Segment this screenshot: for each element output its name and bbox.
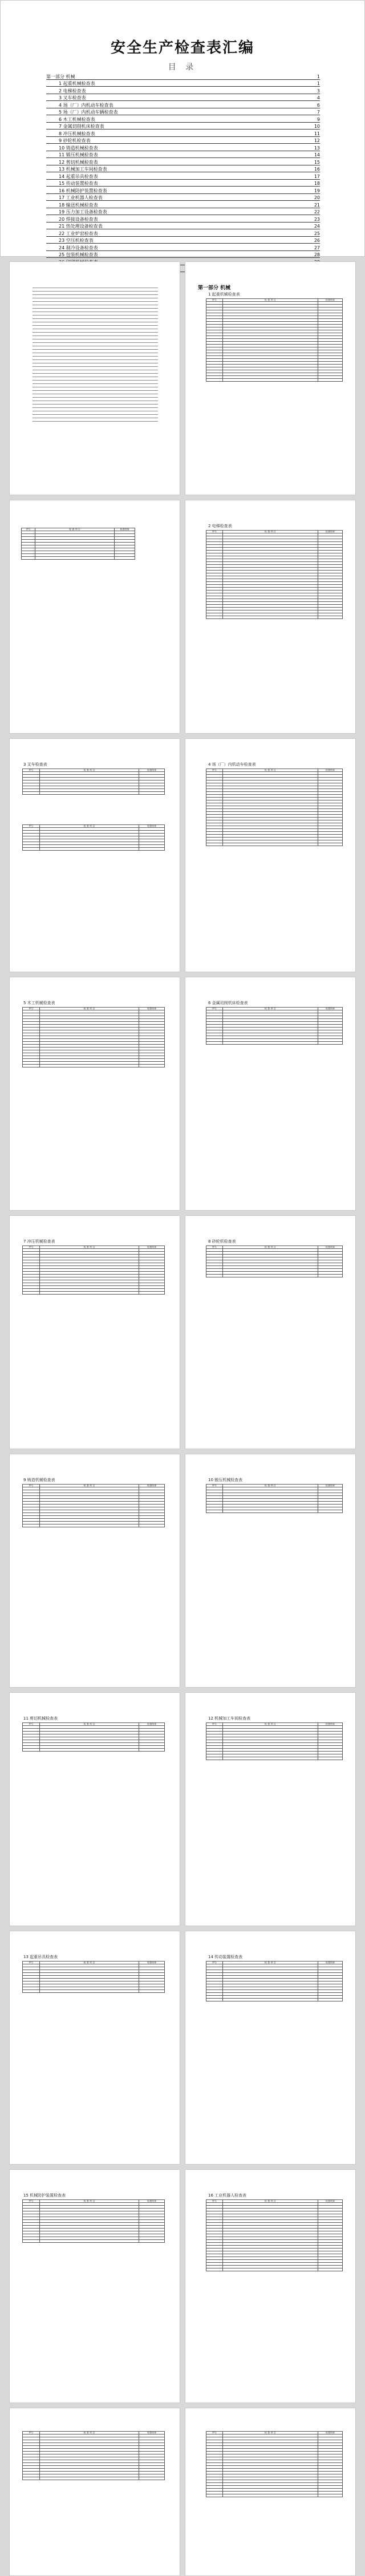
column-header: 检 查 项 目 bbox=[39, 825, 139, 828]
page-10-right bbox=[185, 2169, 356, 2403]
toc-entry-label: 11 锻压机械检查表 bbox=[59, 152, 98, 157]
table-cell bbox=[139, 2477, 165, 2480]
table-cell bbox=[222, 1510, 318, 1513]
table-cell bbox=[23, 1065, 40, 1067]
toc-entry-label: 25 包装机械检查表 bbox=[59, 252, 98, 257]
toc-entry[interactable] bbox=[46, 172, 320, 180]
page-3-right bbox=[185, 500, 356, 734]
toc-entry-page: 27 bbox=[314, 245, 320, 250]
column-header: 序号 bbox=[206, 1246, 223, 1249]
table-cell bbox=[139, 792, 165, 795]
column-header: 序号 bbox=[23, 769, 40, 772]
column-header: 检查结果 bbox=[139, 2432, 165, 2435]
toc-entry[interactable] bbox=[46, 123, 320, 130]
table-cell bbox=[318, 616, 342, 619]
column-header: 序号 bbox=[23, 1723, 40, 1726]
toc-entry-page: 16 bbox=[314, 167, 320, 172]
table-cell bbox=[318, 843, 342, 846]
checklist-table bbox=[206, 1722, 343, 1760]
toc-entry-label: 2 电梯检查表 bbox=[59, 88, 86, 94]
table-cell bbox=[39, 1990, 139, 1993]
table-cell bbox=[39, 2477, 139, 2480]
toc-entry-label: 23 空压机检查表 bbox=[59, 238, 94, 243]
toc-entry-label: 13 机械加工车间检查表 bbox=[59, 167, 107, 172]
table-cell bbox=[318, 2494, 342, 2497]
toc-entry-label: 24 制冷设备检查表 bbox=[59, 245, 98, 250]
cover-page bbox=[0, 0, 365, 257]
checklist-table bbox=[22, 1007, 165, 1067]
toc-entry-label: 22 工业炉窑检查表 bbox=[59, 230, 98, 236]
toc-entry-page: 28 bbox=[314, 252, 320, 257]
column-header: 序号 bbox=[206, 1008, 223, 1010]
table-cell bbox=[23, 1524, 40, 1527]
column-header: 检 查 项 目 bbox=[222, 1962, 318, 1964]
toc-entry-label: 6 木工机械检查表 bbox=[59, 116, 95, 122]
column-header: 检 查 项 目 bbox=[222, 1723, 318, 1726]
toc-entry-page: 3 bbox=[317, 88, 320, 94]
page-7-left bbox=[9, 1454, 180, 1688]
column-header: 序号 bbox=[206, 2432, 223, 2435]
toc-entry[interactable] bbox=[46, 251, 320, 258]
table-cell bbox=[222, 2268, 318, 2271]
toc-entry-page: 6 bbox=[317, 102, 320, 108]
column-header: 检查结果 bbox=[139, 1246, 165, 1249]
toc-entry[interactable] bbox=[46, 223, 320, 230]
toc-entry-label: 第一部分 机械 bbox=[46, 74, 75, 79]
column-header: 检查结果 bbox=[318, 2432, 342, 2435]
table-title: 5 木工机械检查表 bbox=[23, 1001, 55, 1005]
column-header: 序号 bbox=[206, 769, 223, 772]
column-header: 检 查 项 目 bbox=[39, 2432, 139, 2435]
column-header: 检查结果 bbox=[139, 2200, 165, 2203]
page-3-left bbox=[9, 500, 180, 734]
toc-entry-page: 14 bbox=[314, 152, 320, 157]
toc-entry[interactable] bbox=[46, 158, 320, 165]
toc-entry-page: 18 bbox=[314, 181, 320, 186]
page-4-right bbox=[185, 738, 356, 972]
page-9-right bbox=[185, 1931, 356, 2165]
toc-entry-label: 19 压力加工设备检查表 bbox=[59, 209, 107, 215]
toc-entry-label: 14 起重吊具检查表 bbox=[59, 173, 98, 179]
toc-entry[interactable] bbox=[46, 237, 320, 244]
checklist-table bbox=[206, 769, 343, 846]
checklist-table bbox=[206, 2431, 343, 2497]
column-header: 检查结果 bbox=[139, 1962, 165, 1964]
table-cell bbox=[39, 848, 139, 851]
column-header: 检 查 项 目 bbox=[39, 1962, 139, 1964]
toc-entry[interactable] bbox=[46, 72, 320, 80]
page-8-left bbox=[9, 1692, 180, 1926]
column-header: 检查结果 bbox=[139, 769, 165, 772]
toc-continued-page bbox=[9, 261, 180, 495]
toc-entry-label: 21 热处理设备检查表 bbox=[59, 224, 103, 229]
table-cell bbox=[222, 1042, 318, 1045]
toc-entry-label: 18 输送机械检查表 bbox=[59, 202, 98, 208]
column-header: 检 查 项 目 bbox=[39, 1008, 139, 1010]
table-cell bbox=[23, 1990, 40, 1993]
toc-entry-page: 24 bbox=[314, 224, 320, 229]
table-cell bbox=[318, 1999, 342, 2001]
table-row bbox=[206, 379, 343, 382]
page-section-1 bbox=[185, 261, 356, 495]
table-cell bbox=[35, 557, 114, 560]
table-row bbox=[206, 843, 343, 846]
table-row bbox=[23, 2240, 165, 2243]
column-header: 序号 bbox=[206, 531, 223, 533]
table-row bbox=[206, 1757, 343, 1760]
table-cell bbox=[39, 2240, 139, 2243]
page-4-left bbox=[9, 738, 180, 972]
toc-entry[interactable] bbox=[46, 180, 320, 187]
column-header: 序号 bbox=[23, 1008, 40, 1010]
column-header: 序号 bbox=[23, 1962, 40, 1964]
table-title: 10 锻压机械检查表 bbox=[208, 1478, 243, 1482]
toc-entry[interactable] bbox=[46, 165, 320, 173]
column-header: 检 查 项 目 bbox=[39, 2200, 139, 2203]
toc-entry[interactable] bbox=[46, 137, 320, 144]
table-title: 7 冲压机械检查表 bbox=[23, 1239, 55, 1244]
page-8-right bbox=[185, 1692, 356, 1926]
column-header: 检查结果 bbox=[139, 1485, 165, 1487]
toc-entry-page: 13 bbox=[314, 145, 320, 151]
toc-entry-label: 17 工业机器人检查表 bbox=[59, 195, 103, 200]
toc-entry[interactable] bbox=[46, 215, 320, 223]
page-9-left bbox=[9, 1931, 180, 2165]
checklist-table bbox=[22, 1245, 165, 1295]
toc-entry[interactable] bbox=[46, 151, 320, 159]
table-cell bbox=[22, 557, 35, 560]
table-row bbox=[23, 1524, 165, 1527]
table-row bbox=[23, 792, 165, 795]
toc-entry[interactable] bbox=[46, 108, 320, 116]
table-row bbox=[206, 616, 343, 619]
toc-entry-page: 7 bbox=[317, 110, 320, 115]
table-cell bbox=[139, 1990, 165, 1993]
column-header: 检查结果 bbox=[318, 531, 342, 533]
table-cell bbox=[115, 557, 135, 560]
table-cell bbox=[23, 2240, 40, 2243]
column-header: 检查结果 bbox=[139, 1008, 165, 1010]
toc-line bbox=[33, 418, 158, 422]
table-row bbox=[206, 2268, 343, 2271]
column-header: 检查结果 bbox=[318, 1723, 342, 1726]
toc-entry-label: 12 剪切机械检查表 bbox=[59, 159, 98, 165]
table-cell bbox=[206, 1999, 223, 2001]
column-header: 检 查 项 目 bbox=[222, 2200, 318, 2203]
table-cell bbox=[206, 1757, 223, 1760]
table-cell bbox=[206, 1042, 223, 1045]
column-header: 检查结果 bbox=[318, 299, 342, 302]
table-cell bbox=[139, 1749, 165, 1752]
table-row bbox=[23, 2477, 165, 2480]
toc-entry-page: 4 bbox=[317, 95, 320, 100]
page-7-right bbox=[185, 1454, 356, 1688]
toc-entry-page: 17 bbox=[314, 173, 320, 179]
checklist-table bbox=[22, 824, 165, 851]
column-header: 序号 bbox=[206, 1962, 223, 1964]
checklist-table bbox=[206, 1484, 343, 1513]
toc-entry-page: 19 bbox=[314, 188, 320, 193]
checklist-table bbox=[22, 1484, 165, 1527]
page-10-left bbox=[9, 2169, 180, 2403]
table-cell bbox=[23, 848, 40, 851]
table-cell bbox=[23, 1749, 40, 1752]
checklist-table bbox=[21, 528, 135, 560]
table-cell bbox=[139, 1292, 165, 1295]
toc-entry-label: 3 叉车检查表 bbox=[59, 95, 86, 100]
toc-entry-label: 7 金属切削机床检查表 bbox=[59, 124, 104, 129]
checklist-table bbox=[206, 1007, 343, 1045]
table-cell bbox=[222, 2494, 318, 2497]
table-cell bbox=[139, 2240, 165, 2243]
toc-entry-page: 26 bbox=[314, 238, 320, 243]
checklist-table bbox=[22, 1722, 165, 1752]
column-header: 序号 bbox=[23, 2432, 40, 2435]
table-cell bbox=[39, 1749, 139, 1752]
page-6-left bbox=[9, 1215, 180, 1449]
toc-entry[interactable] bbox=[46, 208, 320, 216]
table-cell bbox=[206, 2494, 223, 2497]
table-row bbox=[23, 1065, 165, 1067]
column-header: 检查结果 bbox=[318, 2200, 342, 2203]
column-header: 序号 bbox=[206, 1485, 223, 1487]
toc-entry-page: 1 bbox=[317, 81, 320, 86]
table-cell bbox=[222, 1757, 318, 1760]
table-title: 11 剪切机械检查表 bbox=[23, 1716, 58, 1721]
table-title: 1 起重机械检查表 bbox=[208, 292, 240, 297]
checklist-table bbox=[22, 2431, 165, 2480]
toc-entry[interactable] bbox=[46, 201, 320, 208]
toc-entry-page: 21 bbox=[314, 202, 320, 208]
toc-entry-label: 10 铸造机械检查表 bbox=[59, 145, 98, 151]
table-cell bbox=[206, 379, 223, 382]
column-header: 序号 bbox=[23, 1485, 40, 1487]
column-header: 检 查 项 目 bbox=[222, 2432, 318, 2435]
checklist-table bbox=[206, 1245, 343, 1277]
table-row bbox=[206, 1042, 343, 1045]
toc-entry-page: 1 bbox=[317, 74, 320, 79]
column-header: 序号 bbox=[22, 528, 35, 531]
toc-entry-page: 22 bbox=[314, 209, 320, 215]
toc-entry[interactable] bbox=[46, 244, 320, 251]
column-header: 序号 bbox=[23, 2200, 40, 2203]
table-cell bbox=[222, 616, 318, 619]
column-header: 序号 bbox=[206, 2200, 223, 2203]
column-header: 检查结果 bbox=[139, 825, 165, 828]
checklist-table bbox=[22, 769, 165, 795]
checklist-table bbox=[22, 2199, 165, 2243]
column-header: 检查结果 bbox=[318, 769, 342, 772]
column-header: 序号 bbox=[23, 1246, 40, 1249]
table-title: 4 场（厂）内机动车检查表 bbox=[208, 762, 256, 767]
page-11-right bbox=[185, 2408, 356, 2576]
column-header: 检 查 项 目 bbox=[39, 769, 139, 772]
table-cell bbox=[23, 2477, 40, 2480]
table-cell bbox=[206, 843, 223, 846]
table-title: 3 叉车检查表 bbox=[23, 762, 47, 767]
column-header: 检 查 项 目 bbox=[222, 531, 318, 533]
table-row bbox=[206, 1275, 343, 1277]
table-row bbox=[22, 557, 135, 560]
table-title: 16 工业机器人检查表 bbox=[208, 2193, 247, 2198]
table-title: 9 铸造机械检查表 bbox=[23, 1478, 55, 1482]
column-header: 检 查 项 目 bbox=[222, 1008, 318, 1010]
toc-entry-page: 25 bbox=[314, 230, 320, 236]
table-cell bbox=[222, 1275, 318, 1277]
toc-entry-label: 4 场（厂）内机动车检查表 bbox=[59, 102, 113, 108]
table-row bbox=[206, 1510, 343, 1513]
page-11-left bbox=[9, 2408, 180, 2576]
table-cell bbox=[39, 1292, 139, 1295]
table-cell bbox=[23, 792, 40, 795]
toc-entry-label: 20 焊接设备检查表 bbox=[59, 216, 98, 222]
toc-heading: 目 录 bbox=[168, 63, 197, 72]
table-cell bbox=[222, 843, 318, 846]
page-5-right bbox=[185, 977, 356, 1211]
table-title: 15 机械防护装置检查表 bbox=[23, 2193, 66, 2198]
toc-entry-page: 9 bbox=[317, 116, 320, 122]
table-cell bbox=[139, 848, 165, 851]
checklist-table bbox=[206, 530, 343, 619]
toc-continued-list bbox=[33, 285, 158, 422]
toc-entry-page: 23 bbox=[314, 216, 320, 222]
table-cell bbox=[318, 2268, 342, 2271]
column-header: 检 查 项 目 bbox=[222, 1485, 318, 1487]
column-header: 检查结果 bbox=[115, 528, 135, 531]
toc-entry[interactable] bbox=[46, 194, 320, 201]
table-title: 12 机械加工车间检查表 bbox=[208, 1716, 251, 1721]
table-cell bbox=[139, 1524, 165, 1527]
checklist-table bbox=[22, 1961, 165, 1993]
toc-entry[interactable] bbox=[46, 130, 320, 137]
table-cell bbox=[23, 1292, 40, 1295]
toc-entry-label: 16 机械防护装置检查表 bbox=[59, 188, 107, 193]
table-title: 6 金属切削机床检查表 bbox=[208, 1001, 248, 1005]
table-cell bbox=[139, 1065, 165, 1067]
page-5-left bbox=[9, 977, 180, 1211]
toc-entry[interactable] bbox=[46, 94, 320, 102]
toc-entry-label: 5 场（厂）内机动车辆检查表 bbox=[59, 110, 118, 115]
checklist-table bbox=[206, 298, 343, 382]
toc-entry-page: 20 bbox=[314, 195, 320, 200]
toc-entry-label: 9 砂轮机检查表 bbox=[59, 138, 91, 143]
table-of-contents bbox=[46, 72, 320, 272]
table-cell bbox=[318, 1510, 342, 1513]
table-title: 13 起重吊具检查表 bbox=[23, 1955, 58, 1959]
table-cell bbox=[318, 1275, 342, 1277]
toc-entry-page: 11 bbox=[314, 131, 320, 136]
checklist-table bbox=[206, 2199, 343, 2271]
toc-entry-label: 15 传动装置检查表 bbox=[59, 181, 98, 186]
column-header: 检 查 项 目 bbox=[222, 1246, 318, 1249]
column-header: 检 查 项 目 bbox=[39, 1485, 139, 1487]
toc-entry[interactable] bbox=[46, 144, 320, 151]
table-cell bbox=[318, 1757, 342, 1760]
column-header: 检 查 项 目 bbox=[222, 299, 318, 302]
table-row bbox=[23, 1749, 165, 1752]
column-header: 检查结果 bbox=[318, 1485, 342, 1487]
column-header: 检查结果 bbox=[318, 1008, 342, 1010]
checklist-table bbox=[206, 1961, 343, 2001]
table-cell bbox=[206, 2268, 223, 2271]
table-cell bbox=[222, 379, 318, 382]
table-row bbox=[23, 1990, 165, 1993]
column-header: 检查结果 bbox=[139, 1723, 165, 1726]
column-header: 检 查 项 目 bbox=[39, 1246, 139, 1249]
toc-entry-label: 1 起重机械检查表 bbox=[59, 81, 95, 86]
toc-entry-label: 8 冲压机械检查表 bbox=[59, 131, 95, 136]
table-row bbox=[206, 1999, 343, 2001]
column-header: 序号 bbox=[206, 299, 223, 302]
column-header: 检 查 项 目 bbox=[222, 769, 318, 772]
toc-entry[interactable] bbox=[46, 101, 320, 108]
table-row bbox=[206, 2494, 343, 2497]
table-cell bbox=[206, 1510, 223, 1513]
toc-entry-page: 12 bbox=[314, 138, 320, 143]
table-title: 8 砂轮机检查表 bbox=[208, 1239, 236, 1244]
table-cell bbox=[206, 1275, 223, 1277]
column-header: 序号 bbox=[23, 825, 40, 828]
table-cell bbox=[39, 1065, 139, 1067]
toc-entry[interactable] bbox=[46, 187, 320, 194]
toc-entry-page: 10 bbox=[314, 124, 320, 129]
section-heading: 第一部分 机械 bbox=[198, 285, 231, 291]
toc-entry[interactable] bbox=[46, 87, 320, 94]
column-header: 检查结果 bbox=[318, 1246, 342, 1249]
column-header: 序号 bbox=[206, 1723, 223, 1726]
table-title: 14 传动装置检查表 bbox=[208, 1955, 243, 1959]
table-cell bbox=[39, 792, 139, 795]
toc-entry[interactable] bbox=[46, 80, 320, 87]
table-cell bbox=[318, 1042, 342, 1045]
page-6-right bbox=[185, 1215, 356, 1449]
table-cell bbox=[39, 1524, 139, 1527]
toc-entry[interactable] bbox=[46, 115, 320, 123]
table-row bbox=[23, 848, 165, 851]
table-title: 2 电梯检查表 bbox=[208, 524, 232, 528]
toc-entry[interactable] bbox=[46, 229, 320, 237]
table-cell bbox=[206, 616, 223, 619]
column-header: 检 查 项 目 bbox=[35, 528, 114, 531]
column-header: 检查结果 bbox=[318, 1962, 342, 1964]
table-cell bbox=[318, 379, 342, 382]
document-title: 安全生产检查表汇编 bbox=[110, 39, 254, 56]
table-row bbox=[23, 1292, 165, 1295]
table-cell bbox=[222, 1999, 318, 2001]
column-header: 检 查 项 目 bbox=[39, 1723, 139, 1726]
toc-entry-page: 15 bbox=[314, 159, 320, 165]
